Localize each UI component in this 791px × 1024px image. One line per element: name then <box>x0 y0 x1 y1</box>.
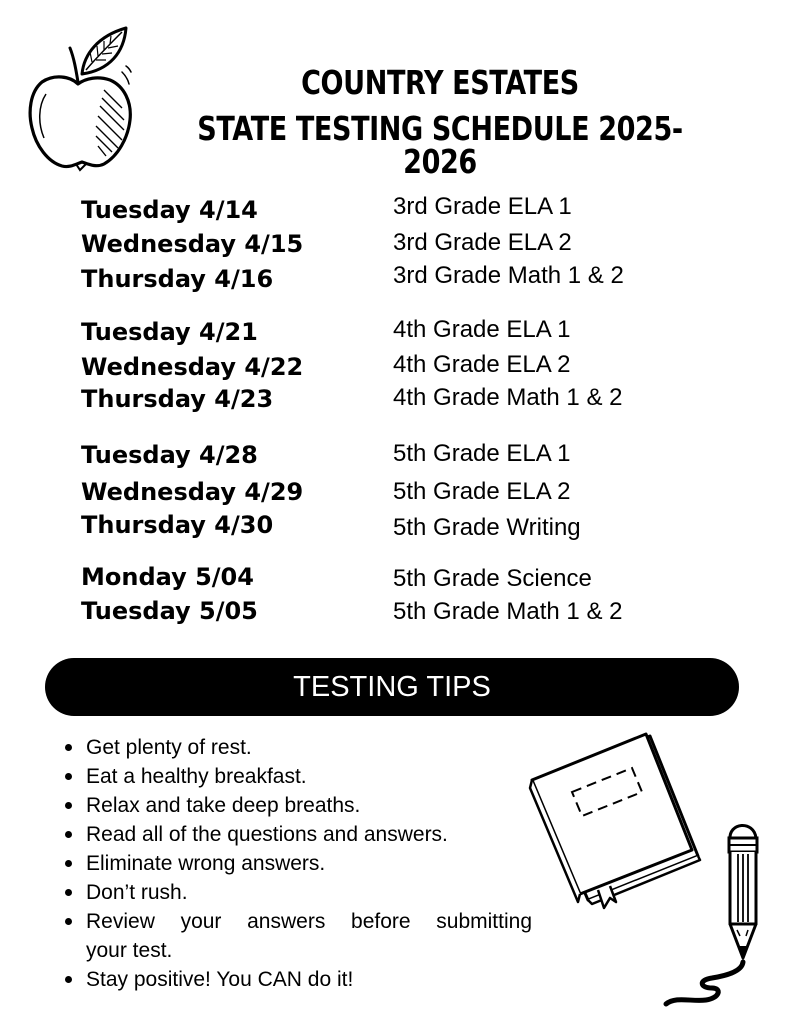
schedule-test: 4th Grade ELA 2 <box>393 351 571 378</box>
testing-tips-banner <box>45 658 739 716</box>
schedule-title: STATE TESTING SCHEDULE 2025-2026 <box>197 109 683 181</box>
tip-item: Get plenty of rest. <box>62 733 532 762</box>
tip-review-line2: your test. <box>86 939 173 962</box>
school-title: COUNTRY ESTATES <box>301 63 579 102</box>
schedule-day: Thursday 4/30 <box>81 511 274 539</box>
schedule-test: 4th Grade ELA 1 <box>393 316 571 343</box>
testing-tips-heading: TESTING TIPS <box>293 670 491 703</box>
schedule-day: Tuesday 5/05 <box>81 597 258 625</box>
tip-item: Eliminate wrong answers. <box>62 849 532 878</box>
schedule-test: 5th Grade Math 1 & 2 <box>393 598 623 625</box>
tip-review-line1: Review your answers before submitting <box>86 910 532 933</box>
schedule-day: Wednesday 4/22 <box>81 353 304 381</box>
schedule-test: 3rd Grade ELA 1 <box>393 193 572 220</box>
schedule-test: 5th Grade ELA 1 <box>393 440 571 467</box>
schedule-test: 3rd Grade Math 1 & 2 <box>393 262 624 289</box>
schedule-test: 4th Grade Math 1 & 2 <box>393 384 623 411</box>
tip-item: Don’t rush. <box>62 878 532 907</box>
schedule-day: Tuesday 4/14 <box>81 196 258 224</box>
schedule-test: 5th Grade Writing <box>393 514 581 541</box>
tip-item: Relax and take deep breaths. <box>62 791 532 820</box>
schedule-test: 3rd Grade ELA 2 <box>393 229 572 256</box>
schedule-day: Thursday 4/16 <box>81 265 274 293</box>
pencil-icon <box>662 812 762 1012</box>
schedule-day: Tuesday 4/28 <box>81 441 258 469</box>
apple-icon <box>26 24 136 174</box>
schedule-day: Monday 5/04 <box>81 563 254 591</box>
tips-list <box>62 733 532 994</box>
tip-item-review <box>62 907 532 965</box>
schedule-day: Wednesday 4/15 <box>81 230 304 258</box>
schedule-test: 5th Grade ELA 2 <box>393 478 571 505</box>
schedule-day: Wednesday 4/29 <box>81 478 304 506</box>
tip-item: Stay positive! You CAN do it! <box>62 965 532 994</box>
tip-item: Read all of the questions and answers. <box>62 820 532 849</box>
schedule-day: Thursday 4/23 <box>81 385 274 413</box>
schedule-day: Tuesday 4/21 <box>81 318 258 346</box>
schedule-test: 5th Grade Science <box>393 565 592 592</box>
tip-item: Eat a healthy breakfast. <box>62 762 532 791</box>
